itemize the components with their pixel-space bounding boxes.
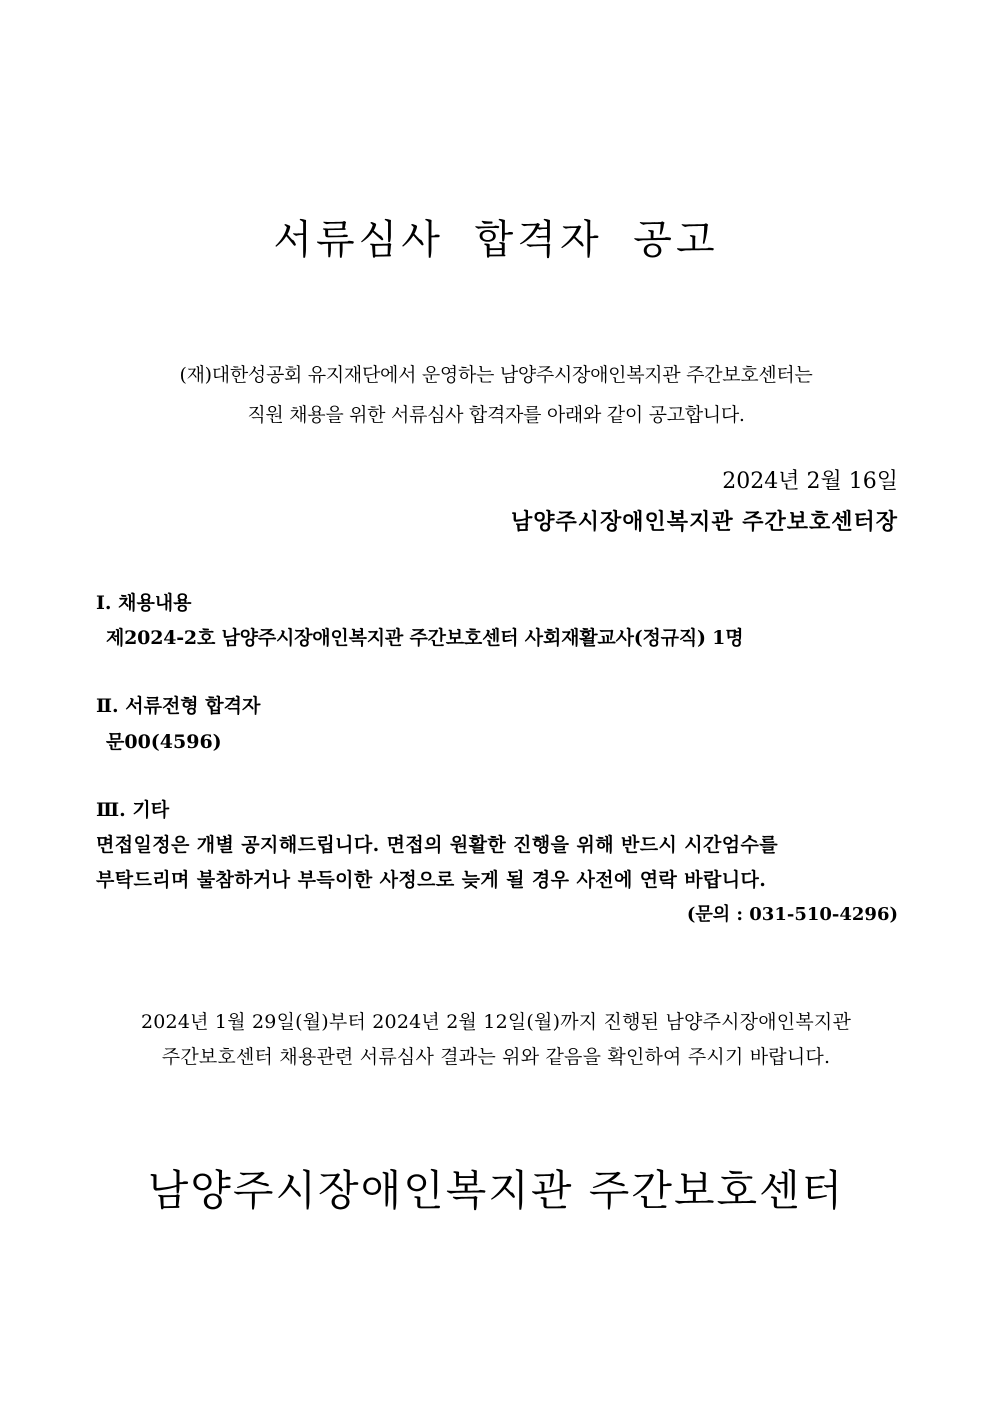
footer-organization: 남양주시장애인복지관 주간보호센터 (147, 1166, 845, 1215)
section-1-content: 제2024-2호 남양주시장애인복지관 주간보호센터 사회재활교사(정규직) 1명 (106, 627, 744, 649)
section-3-line-1: 면접일정은 개별 공지해드립니다. 면접의 원활한 진행을 위해 반드시 시간엄수를 (96, 834, 779, 856)
section-3-line-2: 부탁드리며 불참하거나 부득이한 사정으로 늦게 될 경우 사전에 연락 바랍니다. (96, 869, 767, 891)
closing-line-1: 2024년 1월 29일(월)부터 2024년 2월 12일(월)까지 진행된 남양주시장애인복지관 (140, 1011, 851, 1033)
page-title: 서류심사 합격자 공고 (273, 217, 719, 263)
intro-line-2: 직원 채용을 위한 서류심사 합격자를 아래와 같이 공고합니다. (247, 404, 745, 426)
section-2-heading: Ⅱ. 서류전형 합격자 (96, 695, 261, 717)
section-2-content: 문00(4596) (106, 731, 222, 753)
section-3-heading: Ⅲ. 기타 (96, 799, 170, 821)
intro-line-1: (재)대한성공회 유지재단에서 운영하는 남양주시장애인복지관 주간보호센터는 (179, 364, 813, 386)
issuer-name: 남양주시장애인복지관 주간보호센터장 (511, 509, 898, 535)
notice-date: 2024년 2월 16일 (722, 469, 898, 494)
inquiry-contact: (문의 : 031-510-4296) (686, 904, 898, 925)
section-1-heading: Ⅰ. 채용내용 (96, 592, 192, 614)
closing-line-2: 주간보호센터 채용관련 서류심사 결과는 위와 같음을 확인하여 주시기 바랍니다. (161, 1046, 831, 1068)
